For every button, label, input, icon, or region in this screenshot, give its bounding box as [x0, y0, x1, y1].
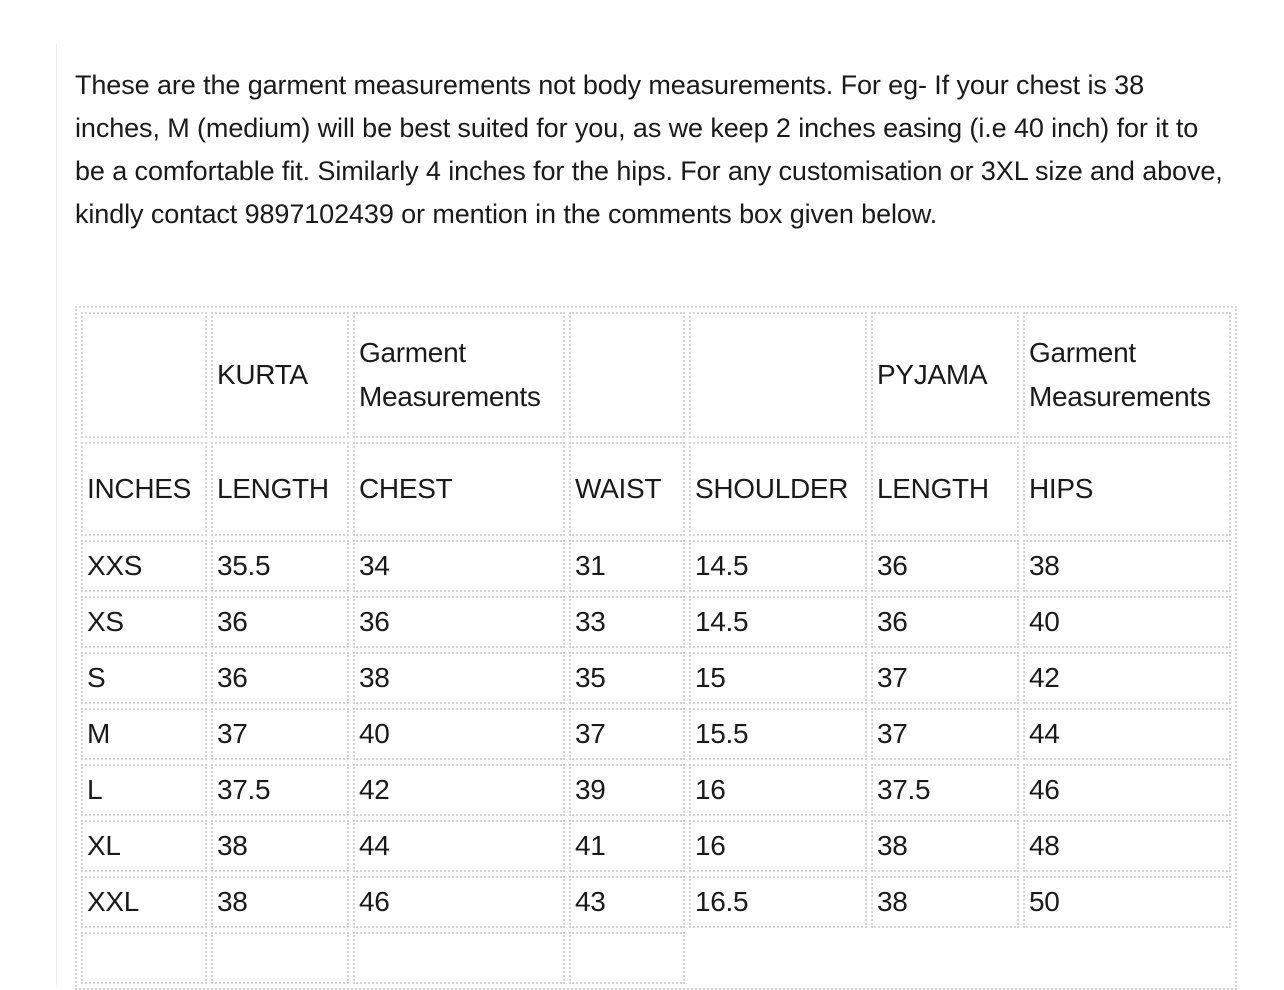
table-cell: 37 — [871, 708, 1019, 760]
table-cell: 37 — [569, 708, 685, 760]
empty-cell — [569, 932, 685, 984]
table-cell: 42 — [1023, 652, 1231, 704]
group-header-cell — [569, 312, 685, 438]
column-header-cell: WAIST — [569, 442, 685, 536]
table-cell: 35.5 — [211, 540, 349, 592]
table-cell: 36 — [871, 540, 1019, 592]
size-guide-panel — [56, 44, 1284, 985]
group-header-cell: Garment Measurements — [353, 312, 565, 438]
empty-cell — [689, 932, 867, 984]
group-header-cell: PYJAMA — [871, 312, 1019, 438]
table-cell: 36 — [211, 652, 349, 704]
table-row — [81, 764, 1231, 816]
empty-cell — [871, 932, 1019, 984]
column-header-cell: SHOULDER — [689, 442, 867, 536]
empty-table-row — [81, 932, 1231, 984]
table-cell: 31 — [569, 540, 685, 592]
empty-cell — [353, 932, 565, 984]
table-cell: 37.5 — [871, 764, 1019, 816]
table-cell: 43 — [569, 876, 685, 928]
table-cell: 34 — [353, 540, 565, 592]
table-cell: 14.5 — [689, 540, 867, 592]
table-cell: 38 — [211, 820, 349, 872]
group-header-row — [81, 312, 1231, 438]
table-cell: 16 — [689, 820, 867, 872]
column-header-cell: LENGTH — [211, 442, 349, 536]
table-cell: XXL — [81, 876, 207, 928]
table-cell: 37 — [871, 652, 1019, 704]
column-header-cell: INCHES — [81, 442, 207, 536]
table-cell: 40 — [353, 708, 565, 760]
table-cell: 37.5 — [211, 764, 349, 816]
table-cell: 38 — [211, 876, 349, 928]
table-cell: L — [81, 764, 207, 816]
table-cell: 39 — [569, 764, 685, 816]
table-cell: 46 — [353, 876, 565, 928]
table-cell: 15 — [689, 652, 867, 704]
table-cell: 44 — [1023, 708, 1231, 760]
group-header-cell — [689, 312, 867, 438]
table-cell: XXS — [81, 540, 207, 592]
size-chart-table — [75, 306, 1237, 990]
table-cell: 16 — [689, 764, 867, 816]
column-header-cell: HIPS — [1023, 442, 1231, 536]
column-header-cell: CHEST — [353, 442, 565, 536]
group-header-cell — [81, 312, 207, 438]
table-cell: 36 — [871, 596, 1019, 648]
table-row — [81, 596, 1231, 648]
table-cell: 48 — [1023, 820, 1231, 872]
table-cell: 41 — [569, 820, 685, 872]
table-cell: 40 — [1023, 596, 1231, 648]
group-header-cell: KURTA — [211, 312, 349, 438]
column-header-row — [81, 442, 1231, 536]
table-cell: 37 — [211, 708, 349, 760]
table-cell: 50 — [1023, 876, 1231, 928]
table-cell: 14.5 — [689, 596, 867, 648]
table-cell: 38 — [871, 876, 1019, 928]
table-cell: 35 — [569, 652, 685, 704]
table-cell: 38 — [871, 820, 1019, 872]
table-cell: S — [81, 652, 207, 704]
table-cell: 36 — [211, 596, 349, 648]
table-cell: 36 — [353, 596, 565, 648]
table-cell: 16.5 — [689, 876, 867, 928]
table-cell: 42 — [353, 764, 565, 816]
table-cell: 44 — [353, 820, 565, 872]
table-cell: 46 — [1023, 764, 1231, 816]
measurement-note: These are the garment measurements not body measurements. For eg- If your chest is 38 inches, M (medium) will be best suited for you, as we keep 2 inches easing (i.e 40 inch) for it to be a comfortable fit. Similarly 4 inches for the hips. For any customisation or 3XL size and above, kindly contact 9897102439 or mention in the comments box given below. — [75, 70, 1223, 229]
table-row — [81, 876, 1231, 928]
table-cell: 15.5 — [689, 708, 867, 760]
table-cell: 38 — [353, 652, 565, 704]
table-row — [81, 652, 1231, 704]
empty-cell — [1023, 932, 1231, 984]
empty-cell — [81, 932, 207, 984]
group-header-cell: Garment Measurements — [1023, 312, 1231, 438]
table-cell: XS — [81, 596, 207, 648]
column-header-cell: LENGTH — [871, 442, 1019, 536]
table-cell: M — [81, 708, 207, 760]
table-row — [81, 540, 1231, 592]
empty-cell — [211, 932, 349, 984]
table-row — [81, 820, 1231, 872]
table-row — [81, 708, 1231, 760]
table-cell: 33 — [569, 596, 685, 648]
table-cell: XL — [81, 820, 207, 872]
table-cell: 38 — [1023, 540, 1231, 592]
